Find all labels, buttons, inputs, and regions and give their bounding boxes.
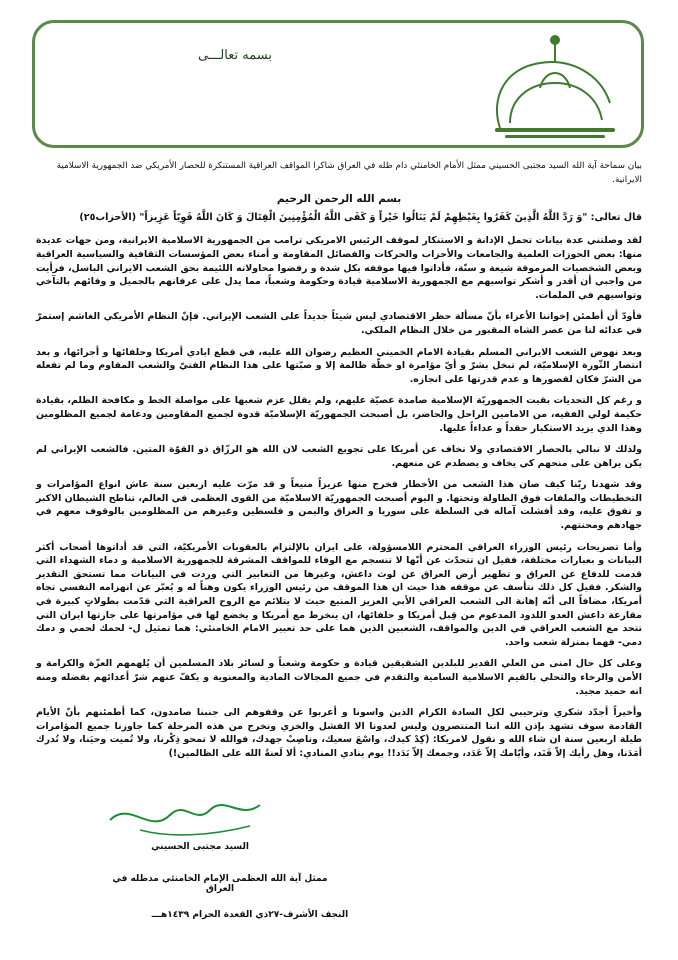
paragraph-2: فأودّ أن أطمئن إخواننا الأعزاء بأنّ مسألة حظر الاقتصادي ليس شيئاً جديداً على الشعب الإيراني. فإنّ النظام الأمريكي الغاشم إستمرّ في عدائه لنا من عصر الشاه المقبور من خلال النظام الملكي. [36, 311, 642, 336]
paragraph-8: وعلى كل حال امنى من العلي القدير للبلدين الشقيقين قيادة و حكومة وشعباً و لسائر بلاد المسلمين أن يُلهمهم العزّة والكرامة و الأمن والرخاء والتحلي بالقيم الاسلامية السامية والتقدم في جميع المجالات المادية والمعنوية و يكفّ عنهم شرّ أعدائهم بفضله ومنه انه حميد مجيد. [36, 658, 642, 697]
paragraph-5: ولذلك لا نبالي بالحصار الاقتصادي ولا نخاف عن أمريكا على تجويع الشعب لان الله هو الرزّاق ذو القوّة المتين. فالشعب الإيراني لم يكن يراهن على منحهم كي يخاف و يصطدم عن منعهم. [36, 444, 642, 469]
handwritten-signature [100, 780, 270, 842]
letterhead-bismillah: بسمه تعالـــى [198, 48, 272, 63]
paragraph-6: وقد شهدنا ربّنا كيف صان هذا الشعب من الأخطار فخرج منها عزيزاً منيعاً و قد مرّت عليه اربعين سنة عاش انواع المؤامرات و التخطيطات والملفات فوق الطاولة وتحتها. و اليوم أصبحت الجمهوريّة الاسلاميّة من القوى العظمى في العالم، تناطح الشيطان الاكبر و تفوق عليه، وقد أفشلت آماله في السلطة على سوريا و العراق واليمن و فلسطين وغيرهم من المظلومين بالوقوف معهم في جهادهم ومحنتهم. [36, 479, 642, 532]
paragraph-7: وأما تصريحات رئيس الوزراء العراقي المحترم اللامسؤولة، على ايران بالإلتزام بالعقوبات الأمريكيّة، التي قد أداتوها أصحاب أكثر البيانات و بعبارات مختلفة، فقيل ان تتحدّث عن أنّها لا تنسجم مع الوفاء للمواقف المشرقة للجمهورية الاسلامية و دماء الشهداء التي قدمت للدفاع عن العراق و تطهير أرض العراق عن لوث داعش، وغيرها من التعابير التي وردت في البيانات مما تستحق التقدير والشكر. فقيل كل ذلك نتأسف عن موقفه هذا حيث ان هذا الموقف من رئيس الوزراء يكون وهناً له و يُعبّر عن انهزامه النفسي تجاه أمريكا، مضافاً الى أنّه إهانة الى الشعب العراقي الأبي العزيز المنيع حيث لا يتلائم مع الروح العراقية التي قدّمت بطولاتٍ كبيرة في مقارعة داعش العدو اللدود المدعوم من قِبل أمريكا و حلفائها، ان ينخرط مع أمريكا و يخضع لها في مؤامرتها على جارتها ايران التي تتحد مع الشعب العراقي في الدين والمواقف، الشعبين الذين هما على حد تعبير الامام الخامنئي: هما تمثيل ل- لحمك لحمي و دمك دمي- فهما بمنزلة شعب واحد. [36, 541, 642, 648]
paragraph-1: لقد وصلتني عدة بيانات تحمل الإدانة و الاستنكار لموقف الرئيس الامريكي ترامب من الجمهورية الاسلامية الايرانية، ومن جهات عديدة منها: بعض الحوزات العلمية والجامعات والأحزاب والحركات والفصائل المقاومة و أمناء بعض المؤسسات الثقافية والسياسية العراقية وبعض الشخصيات المرموقة شيعة و سنّة، فأداتوا فيها موقفه بكل شدة و رفضوا محاولاته اللئيمة بحق الشعب الايراني الباسل، فرأيت من واجبي أن أقدر و أشكر تواسيهم مع الجمهورية الاسلامية قيادة وحكومة وشعباً، مما يدل على عرفانهم بالجميل و وفائهم بالتآخي وتواسيهم في الملمات. [36, 235, 642, 301]
statement-body [36, 160, 642, 767]
signatory-name: السيد مجتبى الحسيني [151, 842, 249, 852]
basmala-heading: بسم الله الرحمن الرحيم [276, 193, 402, 206]
statement-intro: بيان سماحة آية الله السيد مجتبى الحسيني ممثل الأمام الخامنئي دام ظله في العراق شاكرا المواقف العراقية المستنكرة للحصار الأمريكي ضد الجمهورية الاسلامية الايرانية. [56, 161, 642, 185]
quran-verse: قال تعالى: "وَ رَدَّ اللَّهُ الَّذِينَ كَفَرُوا بِغَيْظِهِمْ لَمْ يَنَالُوا خَيْراً وَ كَفَى اللَّهُ الْمُؤْمِنِينَ الْقِتَالَ وَ كَانَ اللَّهُ قَوِيّاً عَزِيزاً" (الأحزاب٢٥) [79, 211, 642, 223]
office-emblem-logo [480, 28, 630, 143]
statement-date: النجف الأشرف-٢٧ذي القعدة الحرام ١٤٣٩هـــ [151, 910, 349, 920]
paragraph-9: وأخيراً أجدّد شكري وترحيبي لكل السادة الكرام الذين واسونا و أعربوا عن وقفوهم الى جنبنا صامدون، كما أطمئنهم بأنّ الأيام القادمة سوف تشهد بإذن الله اننا المنتصرون وليس لعدونا الا الفشل والخزي ونخرج من هذه المرحلة كما جاوزنا جميع المؤامرات طيلة اربعين سنة ان شاء الله و نقول لامريكا: (كِدْ كيدك، واسْعَ سعيك، وناصِبْ جهدك، فوالله لا تمحو ذِكْرنا، ولا تُميت وحيَنا، ولا تُدرك أمَدَنا، وهل رأيك إلاّ فَنَد، وأيّامك إلاّ عَدَد، وجمعك إلاّ بَدَد!! يوم ينادي المنادي: ألا لَعنةُ الله على الظالمين!) [36, 707, 642, 759]
signatory-title: ممثل آية الله العظمى الإمام الخامنئي مدظله في العراق [112, 874, 328, 894]
paragraph-4: و رغم كل التحديات بقيت الجمهوريّة الإسلامية صامدة عصيّة عليهم، ولم يقلل عزم شعبها على مواصلة الخط و مكافحة الظلم، بقيادة حكيمة لولي الفقيه، من الامامين الراحل والحاضر، بل أصبحت الجمهوريّة الإسلاميّة قدوة لجميع المقاومين ودعامة لجميع المظلومين وهذا الذي يزيد الاستكبار حقداً و عداءاً عليها. [36, 395, 642, 434]
paragraph-3: وبعد نهوض الشعب الايراني المسلم بقيادة الامام الخميني العظيم رضوان الله عليه، في قطع ايادي أمريكا وحلفائها و أجرائها، و بعد انتصار الثّورة الإسلاميّة، لم تبخل بشرّ و أيّ مؤامرة او خطّة ظالمة إلا و صبّتها على هذا النظام الفتيّ والشعب المقاوم وما لم تفعله من الشرّ فكان لقصورها و عدم قدرتها على انجازه. [36, 346, 642, 385]
